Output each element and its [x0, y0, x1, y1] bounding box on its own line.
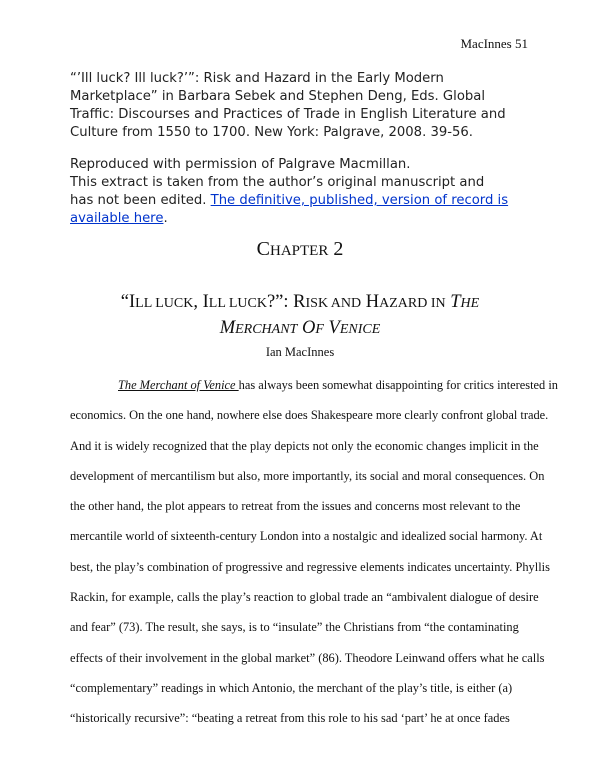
chapter-smallcaps: HAPTER — [270, 243, 329, 259]
running-head: MacInnes 51 — [460, 36, 528, 51]
manuscript-note: This extract is taken from the author’s original manuscript and — [70, 175, 485, 190]
body-line: and fear” (73). The result, she says, is to “insulate” the Christians from “the contaminating — [70, 620, 519, 635]
manuscript-note-text: has not been edited. — [70, 193, 211, 208]
chapter-number: 2 — [333, 238, 344, 260]
citation-line: Marketplace” in Barbara Sebek and Stephen Deng, Eds. Global — [70, 89, 486, 104]
play-title: The Merchant of Venice — [118, 378, 239, 392]
manuscript-note-line3 — [70, 210, 540, 228]
body-line: The Merchant of Venice has always been somewhat disappointing for critics interested in — [118, 378, 558, 392]
body-line: And it is widely recognized that the play depicts not only the economic changes implicit in the — [70, 438, 539, 453]
title-line-1: “ILL LUCK, ILL LUCK?”: RISK AND HAZARD IN THE — [120, 292, 480, 312]
body-line: mercantile world of sixteenth-century London into a nostalgic and idealized social harmony. At — [70, 529, 543, 544]
body-text — [70, 370, 558, 734]
body-line: effects of their involvement in the global market” (86). Theodore Leinwand offers what he calls — [70, 650, 545, 665]
version-of-record-link[interactable]: The definitive, published, version of record is — [210, 193, 509, 208]
body-line: “historically recursive”: “beating a retreat from this role to his sad ‘part’ he at once fades — [70, 711, 510, 726]
citation-line: “’Ill luck? Ill luck?’”: Risk and Hazard in the Early Modern — [70, 71, 444, 86]
body-line: development of mercantilism but also, more importantly, its social and moral consequences. On — [70, 468, 545, 483]
body-line: Rackin, for example, calls the play’s reaction to global trade an “ambivalent dialogue of desire — [70, 590, 539, 605]
period: . — [163, 211, 168, 226]
body-line: economics. On the one hand, nowhere else does Shakespeare more clearly confront global trade. — [70, 408, 549, 423]
permission-note: Reproduced with permission of Palgrave Macmillan. — [70, 157, 411, 172]
chapter-heading — [0, 238, 600, 261]
manuscript-note-line2 — [70, 192, 540, 210]
body-line: “complementary” readings in which Antonio, the merchant of the play’s title, is either (a) — [70, 680, 513, 695]
citation-block — [70, 70, 540, 228]
citation-line: Culture from 1550 to 1700. New York: Palgrave, 2008. 39-56. — [70, 125, 473, 140]
title-line-2: MERCHANT OF VENICE — [219, 318, 381, 338]
chapter-cap: C — [256, 238, 270, 260]
author-name: Ian MacInnes — [265, 345, 335, 359]
essay-title — [60, 290, 540, 342]
body-line: the other hand, the plot appears to retreat from the issues and concerns most relevant to the — [70, 499, 521, 514]
citation-line: Traffic: Discourses and Practices of Trade in English Literature and — [70, 107, 506, 122]
body-line: best, the play’s combination of progressive and regressive elements indicates uncertainty. Phyllis — [70, 559, 550, 574]
version-of-record-link-continued[interactable]: available here — [70, 211, 164, 226]
